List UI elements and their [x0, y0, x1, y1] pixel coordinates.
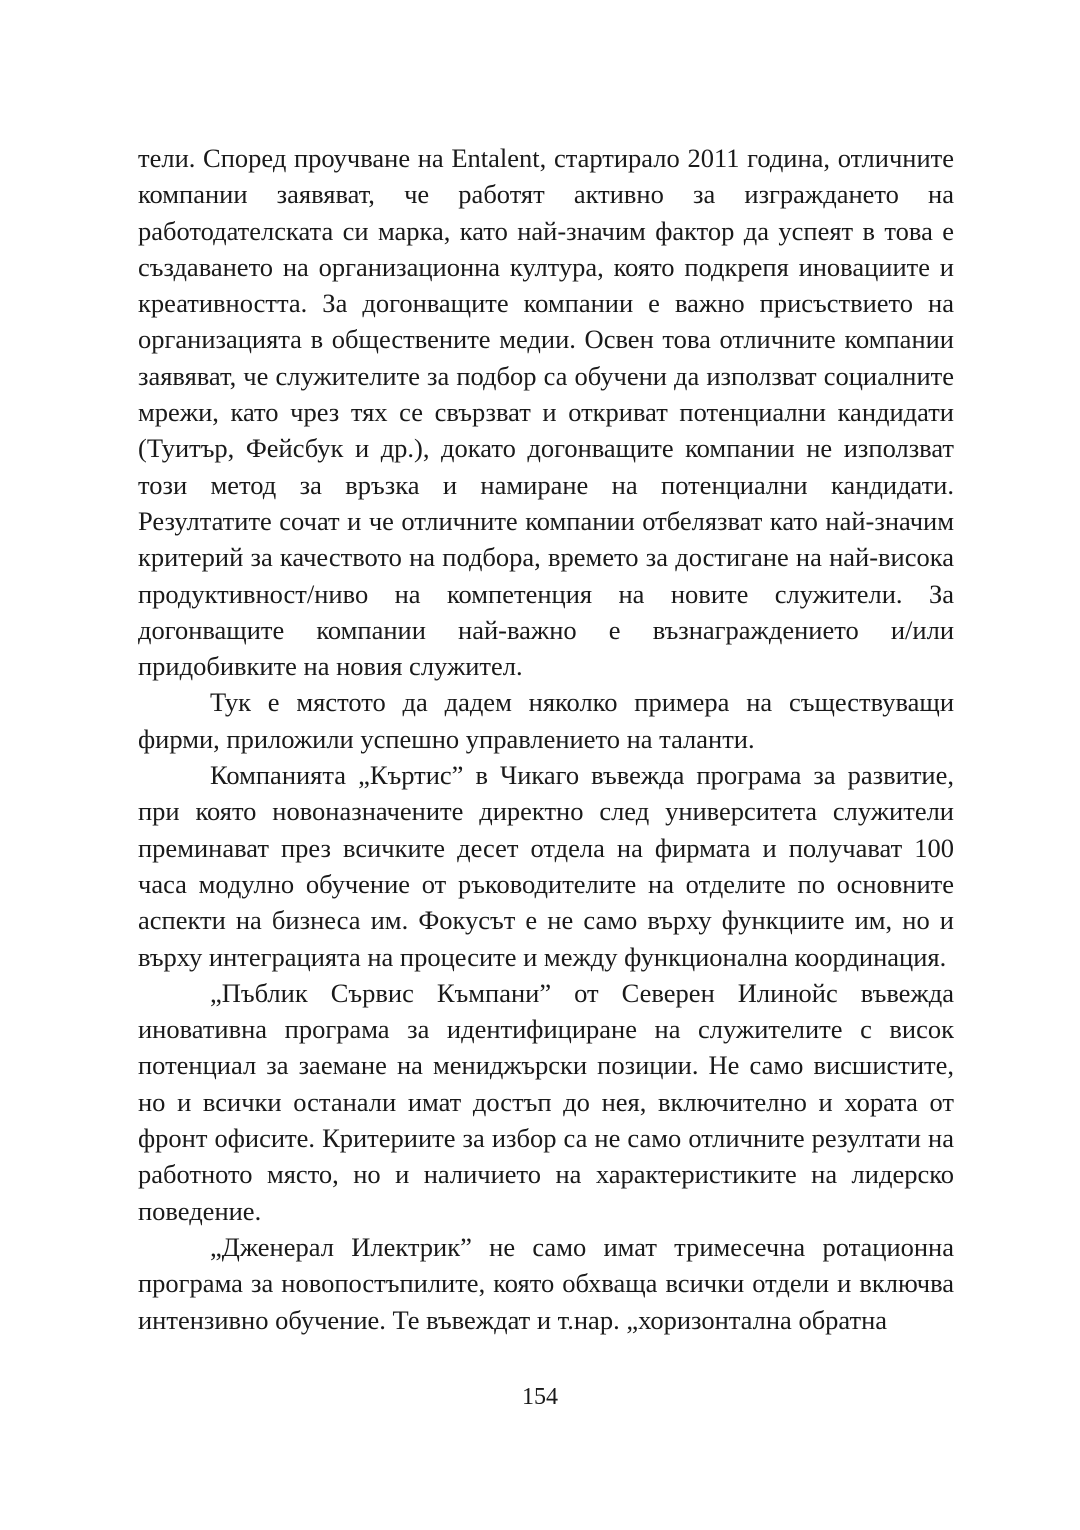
page-body: [138, 140, 954, 1338]
page-number: 154: [522, 1384, 558, 1410]
paragraph-curtis-example: Компанията „Къртис” в Чикаго въвежда програма за развитие, при която новоназначените директно след университета служители преминават през всичките десет отдела на фирмата и получават 100 часа модулно обучение от ръководителите на отделите по основните аспекти на бизнеса им. Фокусът е не само върху функциите им, но и върху интеграцията на процесите и между функционална координация.: [138, 760, 954, 972]
paragraph-general-electric-example: „Дженерал Илектрик” не само имат тримесечна ротационна програма за новопостъпилите, която обхваща всички отдели и включва интензивно обучение. Те въвеждат и т.нар. „хоризонтална обратна: [138, 1231, 954, 1335]
paragraph-examples-intro: Тук е мястото да дадем няколко примера на съществуващи фирми, приложили успешно управлението на таланти.: [138, 687, 954, 754]
paragraph-public-service-example: „Пъблик Сървис Къмпани” от Северен Илинойс въвежда иновативна програма за идентифициране на служителите с висок потенциал за заемане на мениджърски позиции. Не само висшистите, но и всички останали имат достъп до нея, включително и хората от фронт офисите. Критериите за избор са не само отличните резултати на работното място, но и наличието на характеристиките на лидерско поведение.: [138, 977, 954, 1226]
paragraph-entalent-study: тели. Според проучване на Entalent, стартирало 2011 година, отличните компании заявяват, че работят активно за изграждането на работодателската си марка, като най-значим фактор да успеят в това е създаването на организационна култура, която подкрепя иновациите и креативността. За догонващите компании е важно присъствието на организацията в обществените медии. Освен това отличните компании заявяват, че служителите за подбор са обучени да използват социалните мрежи, като чрез тях се свързват и откриват потенциални кандидати (Туитър, Фейсбук и др.), докато догонващите компании не използват този метод за връзка и намиране на потенциални кандидати. Резултатите сочат и че отличните компании отбелязват като най-значим критерий за качеството на подбора, времето за достигане на най-висока продуктивност/ниво на компетенция на новите служители. За догонващите компании най-важно е възнаграждението и/или придобивките на новия служител.: [138, 143, 954, 682]
